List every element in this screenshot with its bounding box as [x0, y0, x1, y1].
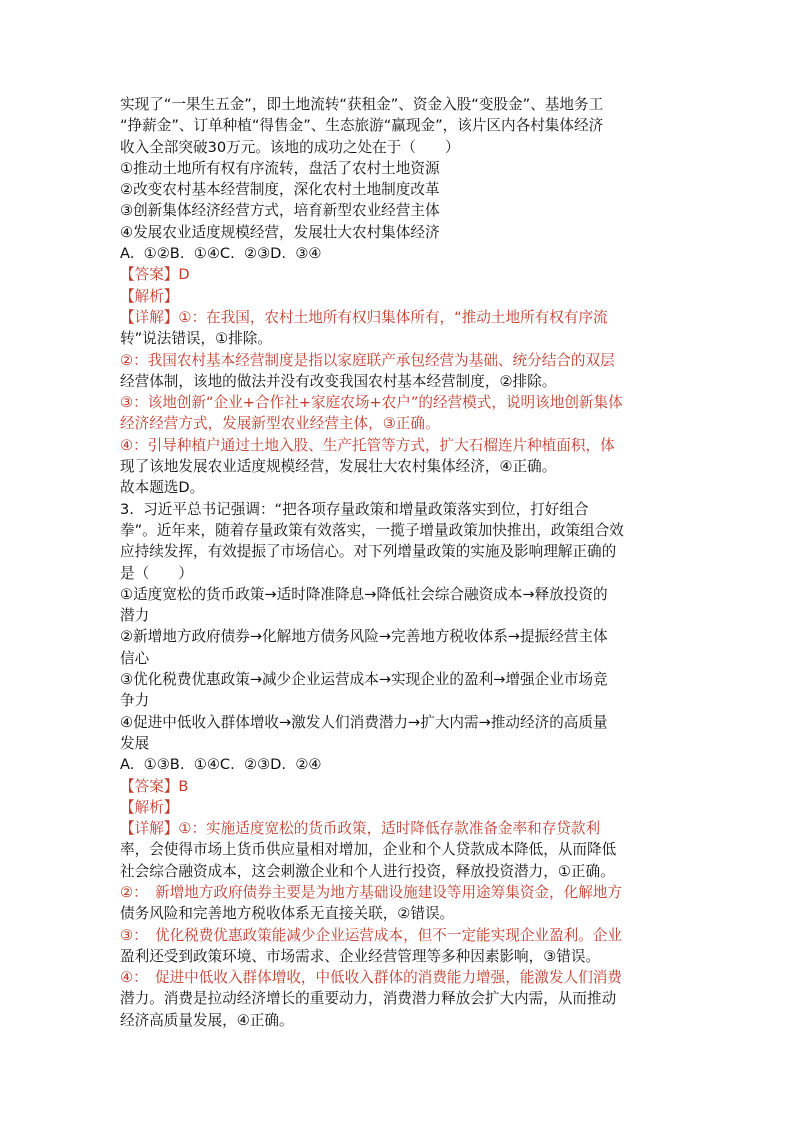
q3-detail-3-line: 盈利还受到政策环境、市场需求、企业经营管理等多种因素影响，③错误。 [120, 947, 601, 965]
q3-detail-4-line: 经济高质量发展，④正确。 [120, 1011, 294, 1029]
q2-stem-line: 实现了“一果生五金”，即土地流转“获租金”、资金入股“变股金”、基地务工 [120, 96, 604, 113]
q3-option-line: ③优化税费优惠政策→减少企业运营成本→实现企业的盈利→增强企业市场竞 [120, 671, 608, 689]
q3-stem-line: 拳”。近年来，随着存量政策有效落实，一揽子增量政策加快推出，政策组合效 [120, 521, 624, 539]
document-page [120, 94, 680, 1031]
q2-detail-1-quote: “推动土地所有权有序流 [454, 308, 608, 326]
q2-answer: 【答案】D [120, 266, 190, 284]
q2-options [120, 158, 680, 243]
q3-option-line: 潜力 [120, 607, 150, 625]
q2-detail-3-line: 经济经营方式，发展新型农业经营主体，③正确。 [120, 415, 440, 433]
q3-option-line: 发展 [120, 734, 150, 752]
q3-detail-1-line: 社会综合融资成本，这会刺激企业和个人进行投资，释放投资潜力，①正确。 [120, 862, 615, 880]
q2-analysis-label: 【解析】 [120, 287, 179, 305]
q3-stem-line: 应持续发挥，有效提振了市场信心。对下列增量政策的实施及影响理解正确的 [120, 543, 617, 561]
q3-stem-line: 3. 习近平总书记强调：“把各项存量政策和增量政策落实到位，打好组合 [120, 500, 589, 518]
q3-stem [120, 499, 680, 584]
q2-detail-1-line2: 转”说法错误，①排除。 [120, 330, 272, 348]
q3-option-line: 信心 [120, 649, 150, 667]
q3-detail-2-line: 债务风险和完善地方税收体系无直接关联，②错误。 [120, 905, 455, 923]
q2-detail-4-line: 现了该地发展农业适度规模经营，发展壮大农村集体经济，④正确。 [120, 458, 557, 476]
q2-detail-1 [120, 307, 680, 328]
q2-choices: A. ①②B. ①④C. ②③D. ③④ [120, 245, 322, 263]
q2-detail-1-prefix: 【详解】①：在我国，农村土地所有权归集体所有， [120, 308, 455, 326]
q3-answer: 【答案】B [120, 777, 189, 795]
q3-choices: A. ①③B. ①④C. ②③D. ②④ [120, 756, 322, 774]
q3-detail-4-line: ④： 促进中低收入群体增收，中低收入群体的消费能力增强，能激发人们消费 [120, 969, 622, 987]
q2-stem [120, 94, 680, 158]
q3-detail-2-line: ②： 新增地方政府债券主要是为地方基础设施建设等用途筹集资金，化解地方 [120, 883, 622, 901]
q2-option-3: ③创新集体经济经营方式，培育新型农业经营主体 [120, 202, 440, 220]
q2-stem-line: 收入全部突破30万元。该地的成功之处在于（ ） [120, 138, 460, 156]
q3-option-line: ②新增地方政府债券→化解地方债务风险→完善地方税收体系→提振经营主体 [120, 628, 608, 646]
q3-detail-4-line: 潜力。消费是拉动经济增长的重要动力，消费潜力释放会扩大内需，从而推动 [120, 990, 617, 1008]
q3-option-line: 争力 [120, 692, 150, 710]
q3-options [120, 584, 680, 754]
q2-option-1: ①推动土地所有权有序流转，盘活了农村土地资源 [120, 159, 440, 177]
q3-detail-1-line: 【详解】①：实施适度宽松的货币政策，适时降低存款准备金率和存贷款利 [120, 820, 601, 838]
q2-stem-line: “挣薪金”、订单种植“得售金”、生态旅游“赢现金”，该片区内各村集体经济 [120, 117, 604, 135]
q2-detail-3-line: ③：该地创新“企业+合作社+家庭农场+农户”的经营模式，说明该地创新集体 [120, 394, 623, 412]
q3-stem-line: 是（ ） [120, 564, 193, 582]
q3-detail-1-line: 率，会使得市场上货币供应量相对增加，企业和个人贷款成本降低，从而降低 [120, 841, 617, 859]
q3-option-line: ①适度宽松的货币政策→适时降准降息→降低社会综合融资成本→释放投资的 [120, 585, 608, 603]
q2-option-2: ②改变农村基本经营制度，深化农村土地制度改革 [120, 181, 440, 199]
q2-detail-2-line: 经营体制，该地的做法并没有改变我国农村基本经营制度，②排除。 [120, 372, 557, 390]
q2-detail-2-line: ②：我国农村基本经营制度是指以家庭联产承包经营为基础、统分结合的双层 [120, 351, 615, 369]
q2-option-4: ④发展农业适度规模经营，发展壮大农村集体经济 [120, 223, 440, 241]
q3-option-line: ④促进中低收入群体增收→激发人们消费潜力→扩大内需→推动经济的高质量 [120, 713, 608, 731]
q3-detail-3-line: ③： 优化税费优惠政策能减少企业运营成本，但不一定能实现企业盈利。企业 [120, 926, 622, 944]
q3-analysis-label: 【解析】 [120, 798, 179, 816]
q2-detail-4-line: ④：引导种植户通过土地入股、生产托管等方式，扩大石榴连片种植面积，体 [120, 436, 615, 454]
q2-conclusion: 故本题选D。 [120, 479, 205, 497]
